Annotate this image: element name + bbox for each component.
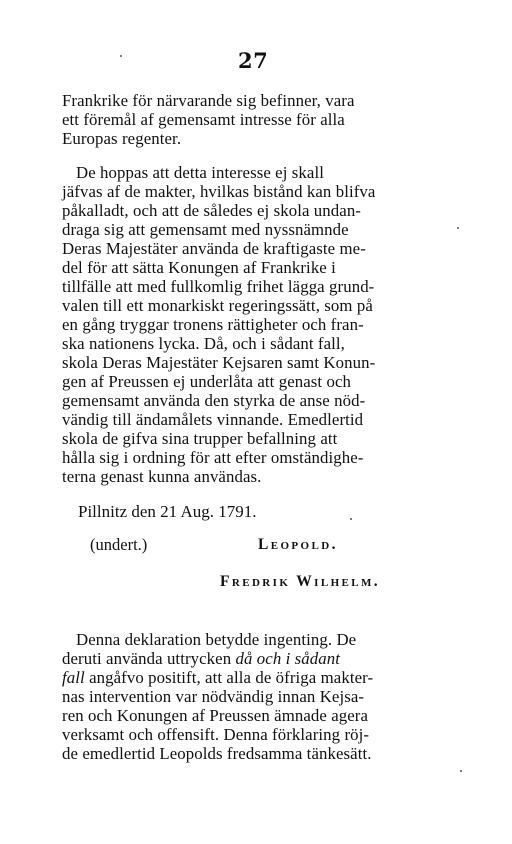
print-speck [120, 55, 122, 57]
paragraph-1-line: Frankrike för närvarande sig befinner, vara [62, 91, 355, 110]
paragraph-2-line: Deras Majestäter använda de kraftigaste me- [62, 239, 366, 258]
paragraph-2-line: terna genast kunna användas. [62, 467, 262, 486]
paragraph-2-line: De hoppas att detta interesse ej skall [76, 163, 324, 182]
paragraph-3-line: ren och Konungen af Preussen ämnade agera [62, 706, 369, 725]
paragraph-3-text: deruti använda uttrycken [62, 649, 236, 668]
print-speck [350, 518, 352, 520]
signature-name-fredrik-wilhelm: Fredrik Wilhelm. [220, 573, 381, 590]
paragraph-3-line [62, 649, 340, 669]
paragraph-2-line: jäfvas af de makter, hvilkas bistånd kan blifva [62, 182, 376, 201]
paragraph-2-line: hålla sig i ordning för att efter omständighe- [62, 448, 364, 467]
signature-name-leopold: Leopold. [258, 536, 338, 553]
print-speck [457, 227, 459, 229]
print-speck [460, 770, 462, 772]
paragraph-3-line: nas intervention var nödvändig innan Kejsa- [62, 687, 365, 706]
paragraph-2-line: en gång tryggar tronens rättigheter och fran- [62, 315, 364, 334]
paragraph-3-line [62, 668, 373, 688]
paragraph-3-line: verksamt och offensift. Denna förklaring röj- [62, 725, 370, 744]
paragraph-2-line: gemensamt använda den styrka de anse nöd- [62, 391, 366, 410]
paragraph-3-line: de emedlertid Leopolds fredsamma tänkesätt. [62, 744, 372, 763]
paragraph-2-line: draga sig att gemensamt med nyssnämnde [62, 220, 349, 239]
page-number: 27 [238, 48, 269, 73]
paragraph-2-line: valen till ett monarkiskt regeringssätt, som på [62, 296, 373, 315]
paragraph-1-line: Europas regenter. [62, 129, 182, 148]
paragraph-3-emphasis: fall [62, 668, 85, 687]
dateline: Pillnitz den 21 Aug. 1791. [78, 502, 257, 521]
paragraph-2-line: ska nationens lycka. Då, och i sådant fall, [62, 334, 345, 353]
signature-undert: (undert.) [90, 535, 148, 554]
paragraph-3-line: Denna deklaration betydde ingenting. De [76, 630, 357, 649]
paragraph-2-line: vändig till ändamålets vinnande. Emedlertid [62, 410, 364, 429]
paragraph-2-line: del för att sätta Konungen af Frankrike i [62, 258, 336, 277]
paragraph-2-line: påkalladt, och att de således ej skola undan- [62, 201, 361, 220]
paragraph-1-line: ett föremål af gemensamt intresse för alla [62, 110, 345, 129]
paragraph-3-emphasis: då och i sådant [235, 649, 341, 668]
paragraph-2-line: tillfälle att med fullkomlig frihet lägga grund- [62, 277, 375, 296]
paragraph-3-text: angåfvo positift, att alla de öfriga makter- [84, 668, 374, 687]
paragraph-2-line: skola de gifva sina trupper befallning att [62, 429, 338, 448]
paragraph-2-line: skola Deras Majestäter Kejsaren samt Konun- [62, 353, 376, 372]
paragraph-2-line: gen af Preussen ej underlåta att genast och [62, 372, 352, 391]
